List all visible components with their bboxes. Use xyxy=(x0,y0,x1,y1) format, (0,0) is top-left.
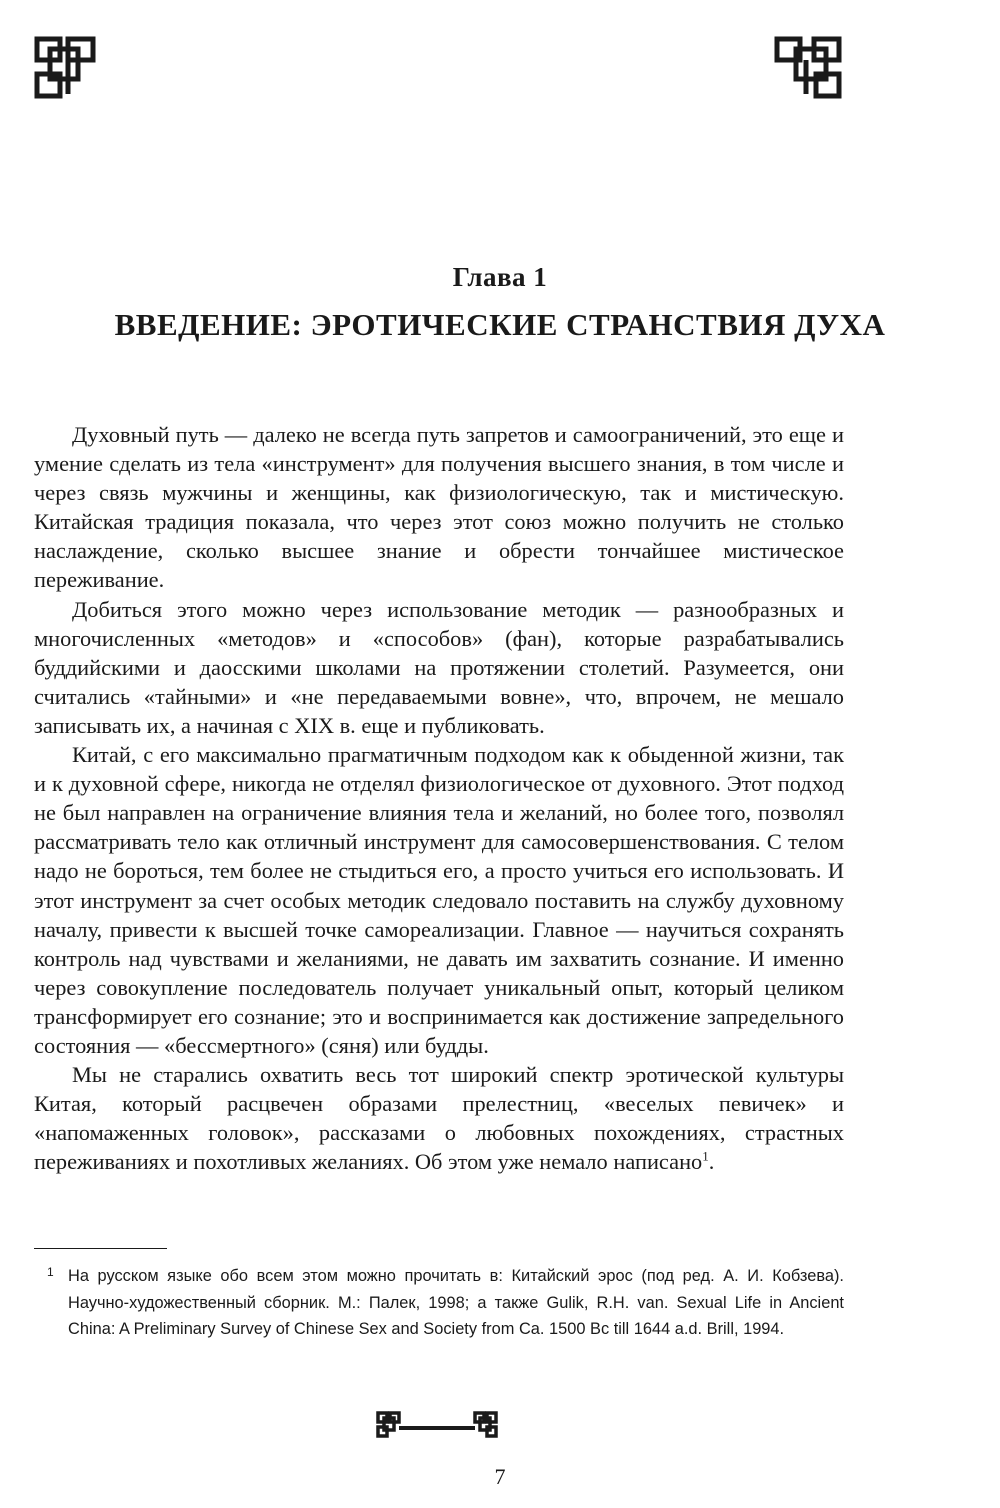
footnote-number: 1 xyxy=(47,1265,54,1279)
paragraph: Мы не старались охватить весь тот широкий спектр эротической культуры Китая, который расцвечен образами прелестниц, «веселых певичек» и «напомаженных головок», рассказами о любовных похождениях, страстных переживаниях и похотливых желаниях. Об этом уже немало написано$^1$. xyxy=(34,1062,844,1175)
footnote-reference[interactable]: 1 xyxy=(702,1148,709,1164)
paragraph-text: Мы не старались охватить весь тот широкий спектр эротической культуры Китая, который расцвечен образами прелестниц, «веселых певичек» и «напомаженных головок», рассказами о любовных похождениях, страстных переживаниях и похотливых желаниях. Об этом уже немало написано xyxy=(34,1062,844,1175)
footnote-item xyxy=(34,1263,844,1343)
paragraph: Китай, с его максимально прагматичным подходом как к обыденной жизни, так и к духовной сфере, никогда не отделял физиологическое от духовного. Этот подход не был направлен на ограничение влияния тела и желаний, но более того, позволял рассматривать тело как отличный инструмент для самосовершенствования. С телом надо не бороться, тем более не стыдиться его, а просто учиться его использовать. И этот инструмент за счет особых методик следовало поставить на службу духовному началу, привести к высшей точке самореализации. Главное — научиться сохранять контроль над чувствами и желаниями, не давать им захватить сознание. И именно через совокупление последователь получает уникальный опыт, который целиком трансформирует его сознание; это и воспринимается как достижение запредельного состояния — «бессмертного» (сяня) или будды. xyxy=(34,742,844,1058)
body-text xyxy=(34,420,844,1176)
footnote-text: На русском языке обо всем этом можно прочитать в: Китайский эрос (под ред. А. И. Кобзева). Научно-художественный сборник. М.: Палек, 1998; а также Gulik, R.H. van. Sexual Life in Ancient China: A Preliminary Survey of Chinese Sex and Society from Ca. 1500 Bc till 1644 a.d. Brill, 1994. xyxy=(68,1267,844,1338)
chapter-title: ВВЕДЕНИЕ: ЭРОТИЧЕСКИЕ СТРАНСТВИЯ ДУХА xyxy=(114,307,886,342)
paragraph: Добиться этого можно через использование методик — разнообразных и многочисленных «методов» и «способов» (фан), которые разрабатывались буддийскими и даосскими школами на протяжении столетий. Разумеется, они считались «тайными» и «не передаваемыми вовне», что, впрочем, не мешало записывать их, а начиная с XIX в. еще и публиковать. xyxy=(34,596,844,738)
paragraph: Духовный путь — далеко не всегда путь запретов и самоограничений, это еще и умение сделать из тела «инструмент» для получения высшего знания, в том числе и через связь мужчины и женщины, как физиологическую, так и мистическую. Китайская традиция показала, что через этот союз можно получить не столько наслаждение, сколько высшее знание и обрести тончайшее мистическое переживание. xyxy=(34,422,844,593)
footnote-divider xyxy=(34,1248,167,1249)
footnote xyxy=(34,1263,844,1343)
bottom-ornament xyxy=(375,1410,499,1440)
page-number: 7 xyxy=(494,1464,506,1489)
chapter-label: Глава 1 xyxy=(452,262,548,292)
corner-ornament-top-left xyxy=(34,36,98,100)
corner-ornament-top-right xyxy=(774,36,844,100)
